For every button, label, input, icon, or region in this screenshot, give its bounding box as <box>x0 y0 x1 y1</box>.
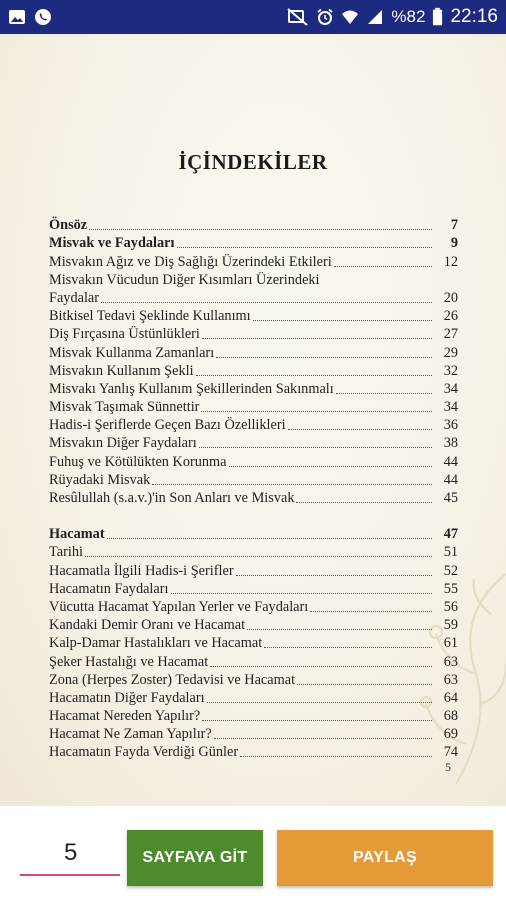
toc-row[interactable]: Hadis-i Şeriflerde Geçen Bazı Özellikleri 36 <box>49 417 458 434</box>
page-number-input[interactable] <box>20 832 120 876</box>
toc-row[interactable]: Misvakı Yanlış Kullanım Şekillerinden Sakınmalı 34 <box>49 380 458 397</box>
page-input-wrapper <box>20 832 120 878</box>
battery-icon <box>432 7 443 27</box>
toc-row[interactable]: Misvakın Vücudun Diğer Kısımları Üzerindeki <box>49 271 320 288</box>
toc-row[interactable]: Resûlullah (s.a.v.)'in Son Anları ve Misvak 45 <box>49 490 458 506</box>
toc-row[interactable]: Hacamatın Fayda Verdiği Günler 74 <box>49 744 458 761</box>
toc-row[interactable]: Faydalar 20 <box>49 289 458 306</box>
table-of-contents <box>49 216 458 761</box>
toc-row[interactable]: Zona (Herpes Zoster) Tedavisi ve Hacamat 63 <box>49 671 458 688</box>
toc-row[interactable]: Şeker Hastalığı ve Hacamat 63 <box>49 653 458 670</box>
toc-section-misvak <box>49 216 458 507</box>
mute-icon <box>287 8 309 26</box>
toc-row[interactable]: Misvakın Diğer Faydaları 38 <box>49 435 458 452</box>
wifi-icon <box>341 8 359 26</box>
toc-row[interactable]: Hacamat Ne Zaman Yapılır? 69 <box>49 726 458 743</box>
toc-section-hacamat <box>49 525 458 761</box>
image-icon <box>8 8 26 26</box>
whatsapp-icon <box>34 8 52 26</box>
toc-row[interactable]: Hacamat Nereden Yapılır? 68 <box>49 708 458 725</box>
toc-row[interactable]: Önsöz 7 <box>49 217 458 234</box>
book-page[interactable] <box>0 34 506 806</box>
alarm-icon <box>316 8 334 26</box>
toc-row[interactable]: Misvak Taşımak Sünnettir 34 <box>49 399 458 416</box>
toc-row[interactable]: Diş Fırçasına Üstünlükleri 27 <box>49 326 458 343</box>
toc-row[interactable]: Hacamatla İlgili Hadis-i Şerifler 52 <box>49 562 458 579</box>
goto-page-button[interactable]: SAYFAYA GİT <box>127 830 263 886</box>
signal-icon <box>366 8 384 26</box>
toc-row[interactable]: Hacamatın Diğer Faydaları 64 <box>49 689 458 706</box>
toc-row[interactable]: Vücutta Hacamat Yapılan Yerler ve Faydaları 56 <box>49 598 458 615</box>
toc-row[interactable]: Bitkisel Tedavi Şeklinde Kullanımı 26 <box>49 308 458 325</box>
clock-time: 22:16 <box>450 6 498 27</box>
share-button[interactable]: PAYLAŞ <box>277 830 493 886</box>
toc-row[interactable]: Tarihi 51 <box>49 544 458 561</box>
status-bar <box>0 0 506 34</box>
battery-percent: %82 <box>391 7 426 26</box>
toc-row[interactable]: Misvakın Ağız ve Diş Sağlığı Üzerindeki Etkileri 12 <box>49 253 458 270</box>
page-number: 5 <box>445 760 451 774</box>
toc-row[interactable]: Kalp-Damar Hastalıkları ve Hacamat 61 <box>49 635 458 652</box>
toc-row[interactable]: Misvak Kullanma Zamanları 29 <box>49 344 458 361</box>
toc-row[interactable]: Misvak ve Faydaları 9 <box>49 235 458 252</box>
toc-row[interactable]: Hacamatın Faydaları 55 <box>49 580 458 597</box>
toc-row[interactable]: Misvakın Kullanım Şekli 32 <box>49 362 458 379</box>
toc-row[interactable]: Fuhuş ve Kötülükten Korunma 44 <box>49 453 458 470</box>
toc-row[interactable]: Rüyadaki Misvak 44 <box>49 471 458 488</box>
toc-row[interactable]: Hacamat 47 <box>49 526 458 543</box>
toc-row[interactable]: Kandaki Demir Oranı ve Hacamat 59 <box>49 617 458 634</box>
page-title: İÇİNDEKİLER <box>178 150 328 174</box>
